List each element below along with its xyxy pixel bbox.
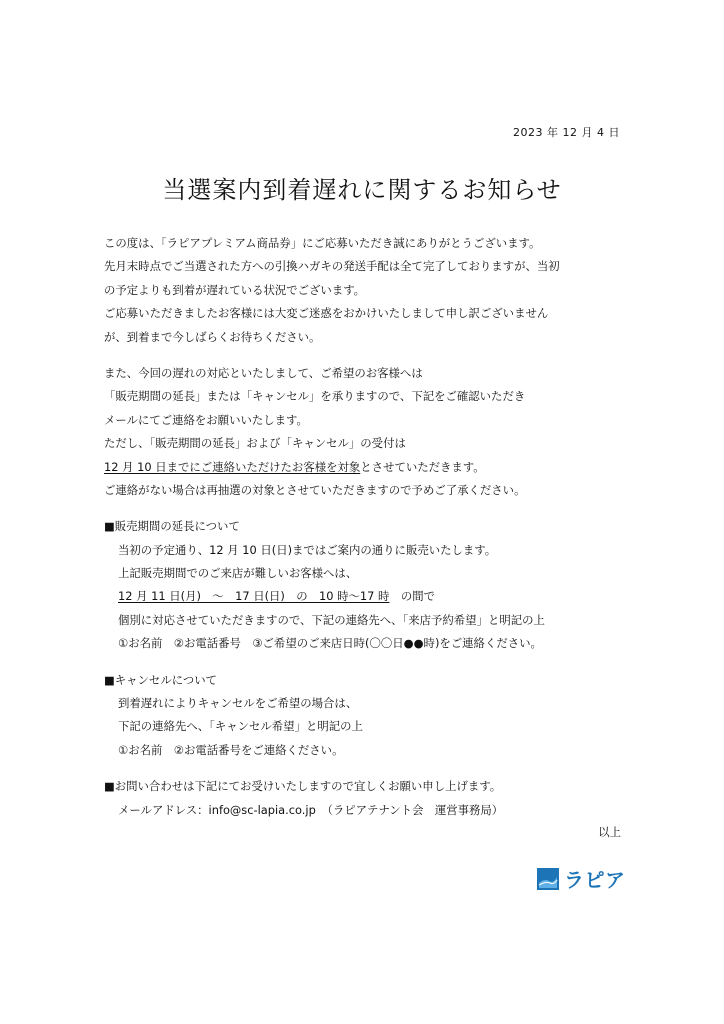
deadline-line [104,456,624,479]
extension-line: 上記販売期間でのご来店が難しいお客様へは、 [118,566,358,581]
intro-line: 先月末時点でご当選された方への引換ハガキの発送手配は全て完了しておりますが、当初 [104,259,560,274]
contact-email-line: メールアドレス：info@sc-lapia.co.jp （ラピアテナント会 運営事務局） [118,802,504,817]
response-line: ご連絡がない場合は再抽選の対象とさせていただきますので予めご了承ください。 [104,482,526,497]
intro-line: の予定よりも到着が遅れている状況でございます。 [104,282,366,297]
deadline-rest: とさせていただきます。 [360,459,485,474]
contact-heading: ■お問い合わせは下記にてお受けいたしますので宜しくお願い申し上げます。 [104,779,502,794]
extension-line: ①お名前 ②お電話番号 ③ご希望のご来店日時(〇〇日●●時)をご連絡ください。 [118,636,542,651]
extension-period: 12 月 11 日(月) ～ 17 日(日) の 10 時～17 時 [118,589,390,604]
intro-line: が、到着まで今しばらくお待ちください。 [104,329,321,344]
extension-period-rest: の間で [389,589,436,604]
intro-line: この度は、「ラピアプレミアム商品券」にご応募いただき誠にありがとうございます。 [104,236,541,250]
lapia-logo-text: ラピア [564,868,626,892]
extension-line: 当初の予定通り、12 月 10 日(日)まではご案内の通りに販売いたします。 [118,542,497,557]
document-date: 2023 年 12 月 4 日 [513,126,620,139]
intro-line: ご応募いただきましたお客様には大変ご迷惑をおかけいたしまして申し訳ございません [104,306,549,321]
document-body [104,232,624,822]
response-section [104,362,624,502]
extension-line: 個別に対応させていただきますので、下記の連絡先へ、「来店予約希望」と明記の上 [118,612,545,627]
response-line: ただし、「販売期間の延長」および「キャンセル」の受付は [104,436,406,451]
cancel-section [104,669,624,763]
deadline-highlight: 12 月 10 日までにご連絡いただけたお客様を対象 [104,459,361,474]
response-line: 「販売期間の延長」または「キャンセル」を承りますので、下記をご確認いただき [104,389,526,404]
lapia-logo [537,864,626,893]
document-title: 当選案内到着遅れに関するお知らせ [162,176,562,204]
response-line: また、今回の遅れの対応といたしまして、ご希望のお客様へは [104,365,423,380]
lapia-logo-icon [537,868,559,890]
extension-period-line [104,585,624,608]
closing-word: 以上 [598,825,621,839]
cancel-line: ①お名前 ②お電話番号をご連絡ください。 [118,742,344,757]
extension-heading: ■販売期間の延長について [104,519,240,534]
response-line: メールにてご連絡をお願いいたします。 [104,412,308,427]
intro-section [104,232,624,349]
contact-section [104,775,624,822]
extension-section [104,515,624,655]
cancel-line: 下記の連絡先へ、「キャンセル希望」と明記の上 [118,719,363,734]
cancel-heading: ■キャンセルについて [104,672,218,687]
cancel-line: 到着遅れによりキャンセルをご希望の場合は、 [118,696,358,711]
